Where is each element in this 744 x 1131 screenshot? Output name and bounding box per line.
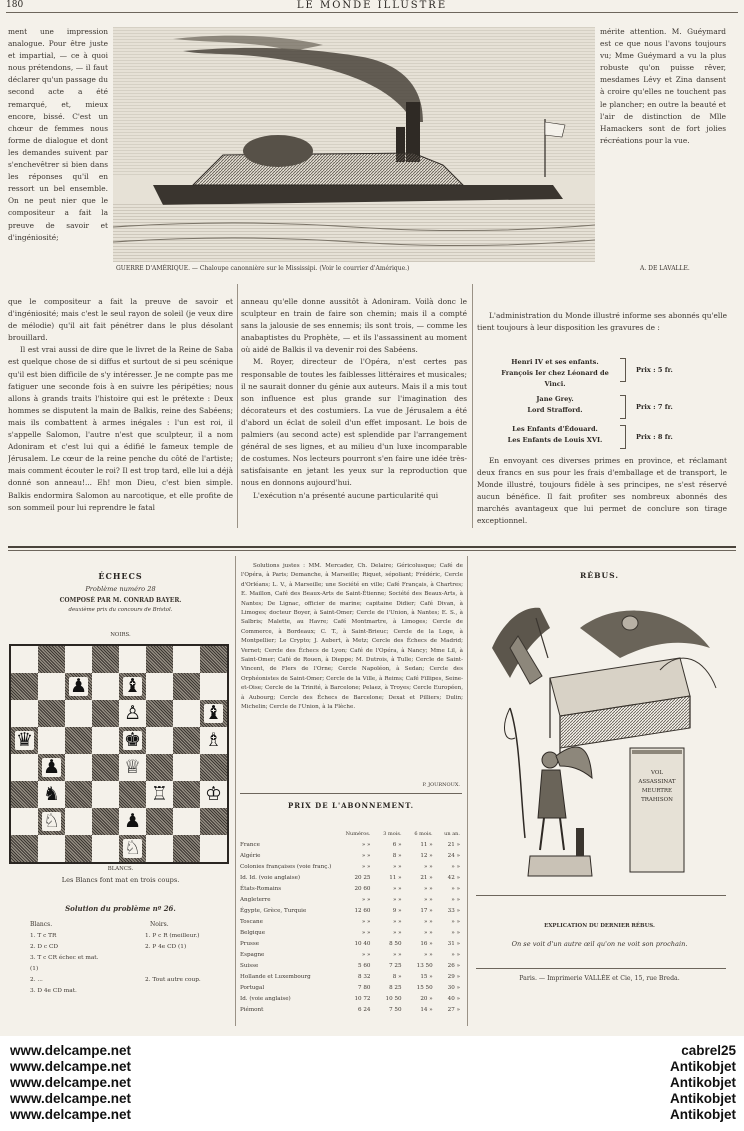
col-head: 3 mois. — [383, 830, 402, 837]
price-cell: 20 60 — [354, 885, 371, 892]
prime-group: Jane Grey. Lord Strafford. — [527, 395, 583, 414]
table-row — [240, 982, 462, 993]
gunboat-engraving — [113, 27, 595, 262]
table-header-row — [240, 828, 462, 839]
board-noirs-label: NOIRS. — [110, 632, 131, 638]
solution-move-noirs: 2. Tout autre coup. — [145, 977, 201, 983]
board-square — [11, 646, 38, 673]
solution-move-blancs: 1. T c TR — [30, 933, 57, 939]
primes-note: En envoyant ces diverses primes en province, et réclamant deux francs en sus pour les frais d'emballage et de transport, le Monde illustré, toujours fidèle à ses principes, ne s'est réservé aucun bénéfice. Il fait profiter ses nombreux abonnés des marchés avantageux que lui permet de conclure son tirage exceptionnel. — [477, 456, 727, 526]
price-cell: 21 » — [447, 841, 460, 848]
price-cell: » » — [424, 896, 433, 903]
destination-cell: France — [240, 841, 260, 848]
prime-group: Les Enfants d'Édouard. Les Enfants de Louis XVI. — [507, 425, 603, 444]
price-cell: 7 50 — [389, 1006, 402, 1013]
article-column-3-top: mérite attention. M. Guéymard est ce que nous l'avons toujours vu; Mme Guéymard a vu la plus robuste qu'on puisse rêver, mesdames Lévy et Zina dansent à croire qu'elles ne touchent pas le plancher; en outre la beauté et l'air de distinction de Mlle Hamackers sont de fort jolies récréations pour la vue. — [600, 27, 726, 145]
table-row — [240, 883, 462, 894]
solution-head-noirs: Noirs. — [150, 921, 169, 928]
board-square — [92, 808, 119, 835]
board-square — [200, 646, 227, 673]
abonnement-title: PRIX DE L'ABONNEMENT. — [287, 801, 415, 810]
price-cell: 15 » — [420, 973, 433, 980]
price-cell: » » — [361, 863, 371, 870]
table-row — [240, 949, 462, 960]
rebus-sign-line: ASSASSINAT — [638, 779, 676, 785]
board-square — [200, 781, 227, 808]
price-cell: » » — [451, 863, 460, 870]
problem-composer: COMPOSÉ PAR M. CONRAD BAYER. — [59, 597, 182, 604]
table-row — [240, 971, 462, 982]
price-cell: 30 » — [447, 984, 460, 991]
board-square — [92, 700, 119, 727]
price-cell: 5 60 — [358, 962, 371, 969]
price-cell: 8 32 — [358, 973, 371, 980]
board-square — [173, 700, 200, 727]
board-square — [200, 808, 227, 835]
solvers-signature: P. JOURNOUX. — [422, 782, 460, 788]
brace — [620, 358, 626, 382]
board-square — [200, 673, 227, 700]
board-square — [200, 835, 227, 862]
price-cell: 20 25 — [354, 874, 371, 881]
column-rule — [472, 284, 473, 528]
rebus-sign-line: TRAHISON — [641, 797, 673, 803]
rebus-illustration — [480, 588, 726, 888]
destination-cell: Hollande et Luxembourg — [240, 973, 311, 980]
board-square — [200, 754, 227, 781]
board-square — [146, 808, 173, 835]
board-square — [173, 808, 200, 835]
column-rule — [467, 556, 468, 1026]
price-cell: » » — [424, 885, 433, 892]
col-head: un an. — [444, 830, 460, 837]
price-cell: 40 » — [447, 995, 460, 1002]
rebus-explanation: On se voit d'un autre œil qu'on ne voit son prochain. — [511, 940, 688, 948]
chess-piece: ♝ — [123, 675, 142, 697]
board-square — [200, 700, 227, 727]
journal-title: LE MONDE ILLUSTRÉ — [296, 0, 448, 11]
board-square — [173, 727, 200, 754]
chess-piece: ♖ — [150, 783, 169, 805]
price-cell: 8 50 — [389, 940, 402, 947]
price-cell: 26 » — [447, 962, 460, 969]
column-rule — [237, 284, 238, 528]
table-row — [240, 1004, 462, 1015]
board-square — [65, 781, 92, 808]
price-cell: » » — [361, 951, 371, 958]
problem-instruction: Les Blancs font mat en trois coups. — [61, 876, 180, 884]
board-square — [119, 727, 146, 754]
price-cell: 24 » — [447, 852, 460, 859]
board-square — [146, 754, 173, 781]
prime-price: Prix : 8 fr. — [636, 433, 673, 441]
price-cell: 15 50 — [416, 984, 433, 991]
brace — [620, 425, 626, 449]
price-cell: 27 » — [447, 1006, 460, 1013]
rebus-explanation-title: EXPLICATION DU DERNIER RÉBUS. — [544, 923, 655, 929]
price-cell: 6 24 — [358, 1006, 371, 1013]
destination-cell: Piémont — [240, 1006, 264, 1013]
prime-group: Henri IV et ses enfants. François Ier chez Léonard de Vinci. — [501, 358, 609, 388]
chess-piece: ♗ — [204, 729, 223, 751]
price-cell: 8 25 — [389, 984, 402, 991]
board-square — [65, 700, 92, 727]
prime-price: Prix : 7 fr. — [636, 403, 673, 411]
board-square — [200, 727, 227, 754]
solution-move-blancs: 2. D c CD — [30, 944, 59, 950]
price-cell: » » — [424, 951, 433, 958]
primes-intro: L'administration du Monde illustré informe ses abonnés qu'elle tient toujours à leur disposition les gravures de : — [477, 311, 727, 333]
chess-piece: ♛ — [15, 729, 34, 751]
board-square — [119, 808, 146, 835]
solution-move-noirs: 1. P c R (meilleur.) — [145, 933, 200, 939]
column-rule — [235, 556, 236, 1026]
watermark-left: www.delcampe.net www.delcampe.net www.delcampe.net www.delcampe.net www.delcampe.net — [10, 1043, 132, 1122]
board-square — [11, 673, 38, 700]
board-square — [38, 673, 65, 700]
destination-cell: Prusse — [240, 940, 260, 947]
board-square — [119, 781, 146, 808]
board-square — [65, 754, 92, 781]
board-square — [92, 727, 119, 754]
destination-cell: Id. Id. (voie anglaise) — [240, 874, 301, 881]
price-cell: 20 » — [420, 995, 433, 1002]
board-square — [119, 835, 146, 862]
board-square — [119, 754, 146, 781]
solvers-list: Solutions justes : MM. Mercader, Ch. Delaire; Géricolusque; Café de l'Opéra, à Paris; Demanche, à Marseille; Riquet, sépoliant; Frédéric, Cercle d'Orléans; L. V., à Marseille; une Société en ville; Café Français, à Chartres; E. Maillon, Café des Beaux-Arts de Saint-Étienne; Société des Beaux-Arts, à Nantes; De Lignac, officier de marine; capitaine Didier; Café Divan, à Limoges; docteur Boyer, à Saint-Omer; Cercle de l'Union, à Nantes; E. S., à Salbris; Malette, au Havre; Café Montmartre, à Limoges; Cercle de Commerce, à Bordeaux; C. T., à Saint-Brieuc; Cercle de la Loge, à Montpellier; Le Crypto; J. Aubert, à Metz; Cercle des Échecs de Madrid; Vernet; Cercle des Échecs de Lyon; Café de l'Opéra, à Nancy; Mme Lil, à Saint-Omer; Café de Rouen, à Dieppe; M. Dutrois, à Tulle; Cercle de Saint-Vincent, de Flers de l'Orne; Cercle Napoléon, à Sedan; Cercle des Orphéonistes de Saint-Omer; Cercle de la Ville, à Reims; Café Fillipes, Seine-et-Oise; Cercle de la Trinité, à Barcelone; Pelaez, à Troyes; Cercle Européen, à Aubourg; Cercle des Échecs de Barcelone; Dexat et Pilliers; Dulin; Michelin; Cercle de l'Union, à la Flèche. — [241, 563, 463, 711]
price-cell: » » — [361, 929, 371, 936]
board-square — [92, 646, 119, 673]
destination-cell: Belgique — [240, 929, 266, 936]
price-cell: » » — [392, 896, 402, 903]
price-cell: 8 » — [392, 852, 402, 859]
problem-prize: deuxième prix du concours de Bristol. — [68, 607, 173, 613]
rebus-title: RÉBUS. — [580, 571, 619, 580]
chess-piece: ♟ — [123, 810, 142, 832]
watermark-right: cabrel25 Antikobjet Antikobjet Antikobjet Antikobjet — [670, 1043, 736, 1122]
solution-move-blancs: 3. T c CR échec et mat. — [30, 955, 99, 961]
price-cell: 10 50 — [385, 995, 402, 1002]
board-square — [38, 700, 65, 727]
price-cell: 10 72 — [354, 995, 371, 1002]
price-cell: 11 » — [420, 841, 433, 848]
section-rule — [476, 968, 726, 969]
table-row — [240, 872, 462, 883]
chess-piece: ♞ — [42, 783, 61, 805]
chess-piece: ♔ — [204, 783, 223, 805]
price-cell: 10 40 — [354, 940, 371, 947]
echecs-title: ÉCHECS — [98, 571, 143, 581]
destination-cell: Suisse — [240, 962, 259, 969]
chess-piece: ♘ — [42, 810, 61, 832]
chess-board — [9, 644, 229, 864]
board-square — [146, 835, 173, 862]
price-cell: » » — [361, 896, 371, 903]
board-square — [38, 646, 65, 673]
destination-cell: Id. (voie anglaise) — [240, 995, 291, 1002]
board-blancs-label: BLANCS. — [107, 866, 134, 872]
gunboat-illustration — [113, 27, 595, 262]
section-rule — [476, 895, 726, 896]
table-row — [240, 927, 462, 938]
board-square — [173, 835, 200, 862]
price-cell: 12 » — [420, 852, 433, 859]
board-square — [11, 808, 38, 835]
board-square — [119, 700, 146, 727]
board-square — [146, 781, 173, 808]
price-cell: 11 » — [389, 874, 402, 881]
abonnement-table — [240, 828, 462, 1015]
price-cell: » » — [392, 918, 402, 925]
price-cell: » » — [424, 918, 433, 925]
board-square — [11, 700, 38, 727]
price-cell: 12 60 — [354, 907, 371, 914]
price-cell: » » — [451, 885, 460, 892]
chess-piece: ♚ — [123, 729, 142, 751]
price-cell: » » — [451, 929, 460, 936]
board-square — [92, 781, 119, 808]
problem-number: Problème numéro 28 — [85, 585, 156, 593]
chess-piece: ♙ — [123, 702, 142, 724]
chess-piece: ♟ — [69, 675, 88, 697]
section-rule — [240, 793, 462, 794]
price-cell: » » — [361, 918, 371, 925]
price-cell: » » — [361, 841, 371, 848]
table-row — [240, 850, 462, 861]
table-row — [240, 938, 462, 949]
solution-move-noirs: 2. P 4e CD (1) — [145, 944, 187, 950]
board-square — [65, 727, 92, 754]
header-rule — [6, 12, 738, 13]
brace — [620, 395, 626, 419]
solution-move-blancs: 2. ... — [30, 977, 43, 983]
board-square — [173, 781, 200, 808]
board-square — [65, 673, 92, 700]
illustration-credit: A. DE LAVALLE. — [640, 265, 690, 272]
illustration-caption: GUERRE D'AMÉRIQUE. — Chaloupe canonnière sur le Mississipi. (Voir le courrier d'Amérique.) — [116, 265, 410, 272]
board-square — [146, 700, 173, 727]
col-head: 6 mois. — [414, 830, 433, 837]
destination-cell: Angleterre — [240, 896, 271, 903]
price-cell: » » — [392, 951, 402, 958]
price-cell: 13 50 — [416, 962, 433, 969]
price-cell: 42 » — [447, 874, 460, 881]
board-square — [92, 835, 119, 862]
price-cell: 29 » — [447, 973, 460, 980]
board-square — [65, 835, 92, 862]
board-square — [38, 808, 65, 835]
price-cell: 7 25 — [389, 962, 402, 969]
board-square — [119, 646, 146, 673]
prime-price: Prix : 5 fr. — [636, 366, 673, 374]
solution-move-blancs: 3. D 4e CD mat. — [30, 988, 77, 994]
board-square — [146, 646, 173, 673]
board-square — [146, 727, 173, 754]
board-square — [92, 673, 119, 700]
solution-head-blancs: Blancs. — [30, 921, 53, 928]
section-rule — [8, 546, 736, 548]
article-column-2: anneau qu'elle donne aussitôt à Adoniram. Voilà donc le sculpteur en train de faire son chemin; mais il a compté sans la jalousie de ses ennemis; ils sont trois, — comme les anabaptistes du Prophète, — et ils l'assassinent au moment où aidé de Balkis il va devenir roi des Sabéens. M. Royer, directeur de l'Opéra, n'est certes pas responsable de toutes les faiblesses littéraires et musicales; il ne saurait donner du génie aux auteurs. Mais il a mis tout son influence est plus grande sur l'imagination des décorateurs et des costumiers. La vue de Jérusalem a été d'abord un éclat de soleil d'un effet imposant. Le bois de palmiers (au second acte) est splendide par l'arrangement général de ses lignes, et au milieu d'un luxe incomparable de costumes. Nos lecteurs pourront s'en faire une idée très-satisfaisante en jetant les yeux sur la reproduction que nous en donnons aujourd'hui. L'exécution n'a présenté aucune particularité qui — [241, 297, 467, 500]
destination-cell: États-Romains — [240, 885, 282, 892]
board-square — [65, 646, 92, 673]
price-cell: 8 » — [392, 973, 402, 980]
solution-title: Solution du problème nº 26. — [65, 904, 176, 913]
table-row — [240, 894, 462, 905]
board-square — [11, 781, 38, 808]
solution-move-blancs: (1) — [30, 966, 39, 972]
board-square — [11, 754, 38, 781]
board-square — [11, 727, 38, 754]
table-row — [240, 839, 462, 850]
price-cell: 7 80 — [358, 984, 371, 991]
table-row — [240, 861, 462, 872]
destination-cell: Algérie — [240, 852, 261, 859]
page-number: 180 — [6, 0, 24, 10]
board-square — [38, 835, 65, 862]
price-cell: 33 » — [447, 907, 460, 914]
col-head: Numéros. — [345, 830, 371, 837]
chess-piece: ♝ — [204, 702, 223, 724]
section-rule — [8, 550, 736, 551]
rebus-sign-line: MEURTRE — [641, 788, 673, 794]
chess-piece: ♘ — [123, 837, 142, 859]
board-square — [38, 781, 65, 808]
printer-imprint: Paris. — Imprimerie VALLÉE et Cie, 15, rue Breda. — [519, 975, 680, 982]
destination-cell: Toscane — [240, 918, 263, 925]
price-cell: 9 » — [392, 907, 402, 914]
destination-cell: Colonies françaises (voie franç.) — [240, 863, 332, 870]
chess-piece: ♟ — [42, 756, 61, 778]
price-cell: » » — [424, 863, 433, 870]
chess-piece: ♕ — [123, 756, 142, 778]
table-row — [240, 960, 462, 971]
board-square — [173, 646, 200, 673]
article-column-1-top: ment une impression analogue. Pour être juste et impartial, — ce à quoi nous prétendons, — il faut déclarer qu'un passage du second acte a été remarqué, et, mieux encore, bissé. C'est un chœur de femmes nous forme de dialogue et dont les demandes suivent par s'enchevêtrer si bien dans les réponses qu'il en ressort un bel ensemble. On ne peut nier que le compositeur a fait la preuve de savoir et d'ingéniosité; — [8, 27, 108, 242]
table-row — [240, 993, 462, 1004]
table-row — [240, 905, 462, 916]
price-cell: » » — [361, 852, 371, 859]
board-square — [119, 673, 146, 700]
board-square — [11, 835, 38, 862]
price-cell: » » — [424, 929, 433, 936]
rebus-sign-line: VOL — [650, 770, 664, 776]
destination-cell: Égypte, Grèce, Turquie — [240, 907, 307, 914]
destination-cell: Espagne — [240, 951, 265, 958]
price-cell: » » — [392, 929, 402, 936]
price-cell: 21 » — [420, 874, 433, 881]
board-square — [173, 754, 200, 781]
price-cell: 14 » — [420, 1006, 433, 1013]
price-cell: » » — [451, 918, 460, 925]
price-cell: 31 » — [447, 940, 460, 947]
price-cell: » » — [392, 885, 402, 892]
board-square — [38, 727, 65, 754]
price-cell: 6 » — [392, 841, 402, 848]
price-cell: » » — [451, 951, 460, 958]
destination-cell: Portugal — [240, 984, 265, 991]
price-cell: 17 » — [420, 907, 433, 914]
price-cell: » » — [451, 896, 460, 903]
price-cell: » » — [392, 863, 402, 870]
article-column-1: que le compositeur a fait la preuve de savoir et d'ingéniosité; mais c'est le seul rayon de soleil (je veux dire de mélodie) qu'il ait fait pénétrer dans le plus désolant brouillard. Il est vrai aussi de dire que le livret de la Reine de Saba est quelque chose de si diffus et surtout de si peu scénique qu'il est bien difficile de s'y intéresser. Je ne compte pas me fatiguer une seconde fois à en suivre les péripéties; nous allons à grands traits l'histoire qui est le prétexte : Deux hommes se disputent la main de Balkis, reine des Sabéens; mais ils combattent à armes inégales : l'un est roi, il s'appelle Salomon, l'autre n'est que sculpteur, il a nom Adoniram et c'est lui qui a édifié le fameux temple de Jérusalem. Le cœur de la reine penche du côté de l'artiste; mais comment écouter le roi? Il est trop tard, elle lui a déjà donné son anneau!... Eh! mon Dieu, c'est bien simple. Balkis endormira Salomon au narcotique, et elle profite de son sommeil pour lui reprendre le fatal — [8, 297, 233, 512]
price-cell: 16 » — [420, 940, 433, 947]
board-square — [173, 673, 200, 700]
board-square — [92, 754, 119, 781]
board-square — [38, 754, 65, 781]
board-square — [146, 673, 173, 700]
board-square — [65, 808, 92, 835]
table-row — [240, 916, 462, 927]
